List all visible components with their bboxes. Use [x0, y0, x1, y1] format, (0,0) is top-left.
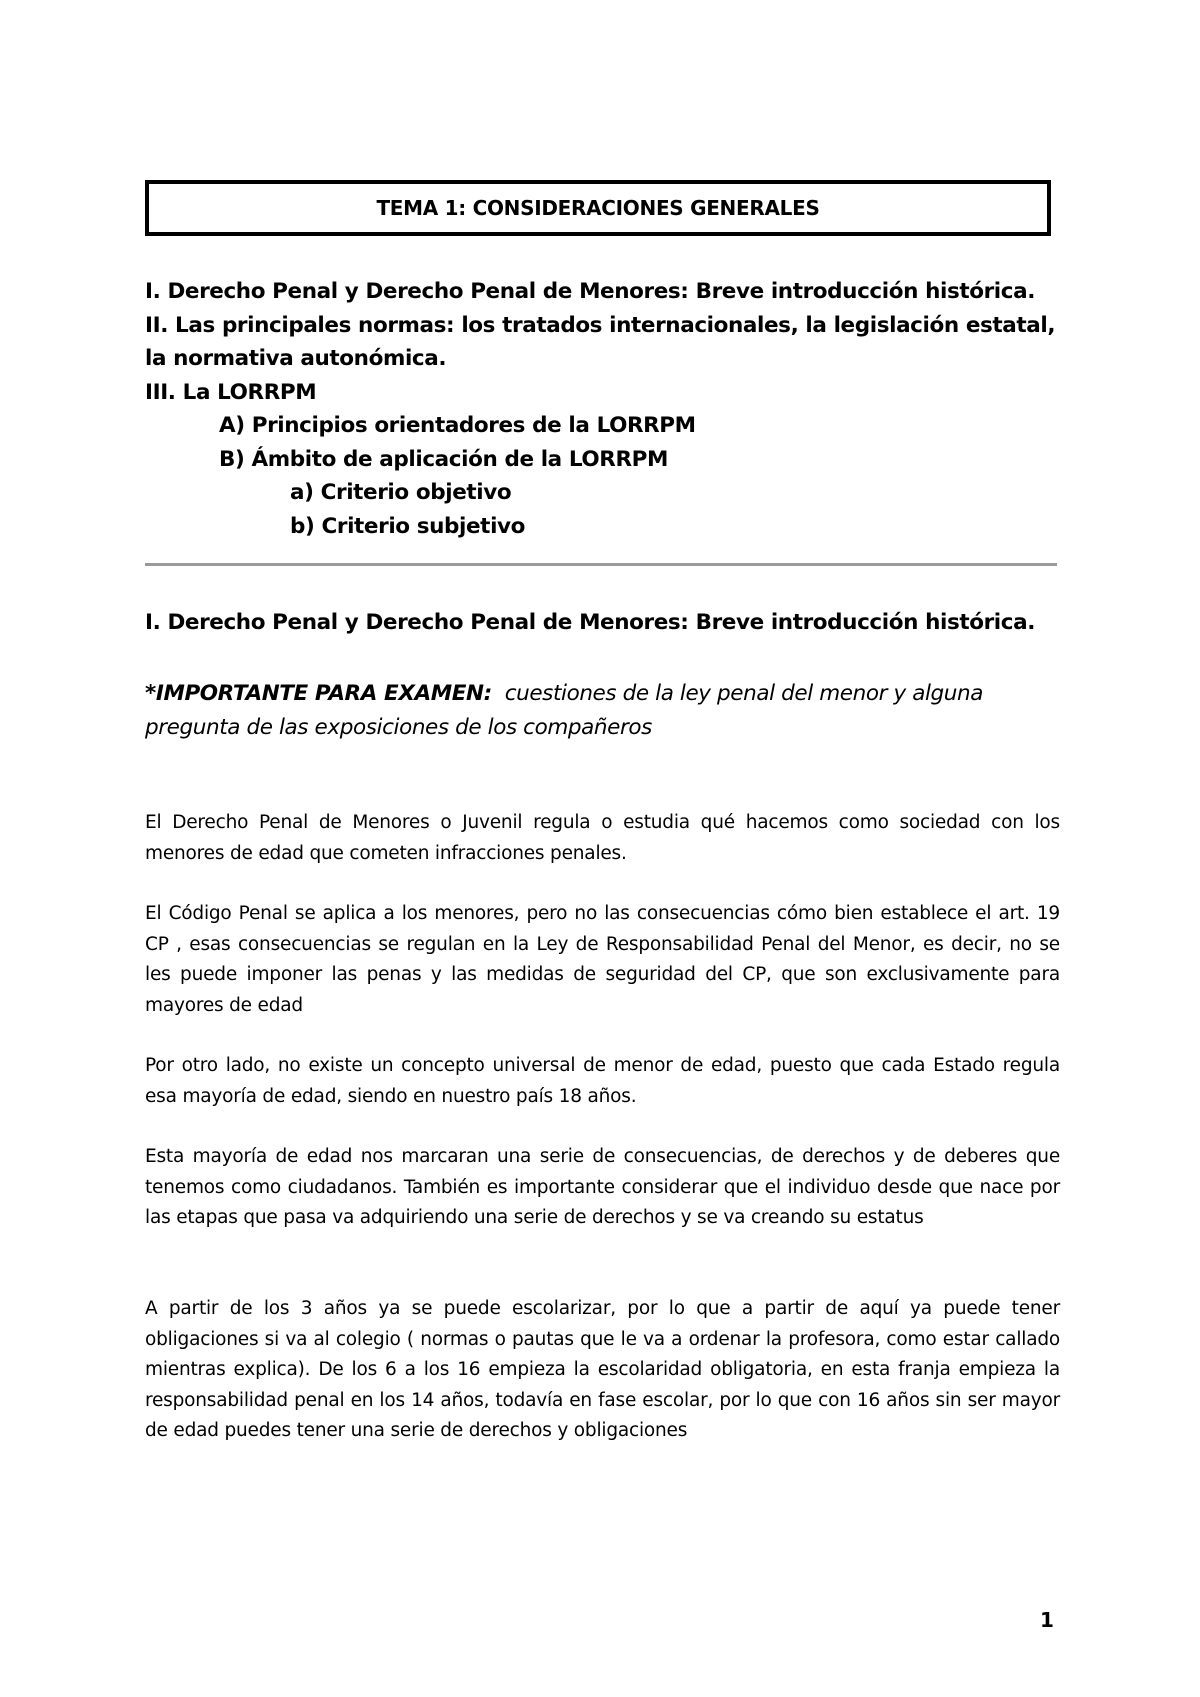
document-title: TEMA 1: CONSIDERACIONES GENERALES — [376, 196, 820, 220]
exam-note-text: cuestiones de la ley penal del menor y alguna pregunta de las exposiciones de los compañeros — [145, 681, 984, 740]
toc-item-3a: A) Principios orientadores de la LORRPM — [219, 413, 696, 438]
body-paragraph-1: El Derecho Penal de Menores o Juvenil regula o estudia qué hacemos como sociedad con los menores de edad que cometen infracciones penales. — [145, 812, 1060, 864]
toc-item-3b2: b) Criterio subjetivo — [290, 513, 526, 539]
section-heading: I. Derecho Penal y Derecho Penal de Menores: Breve introducción histórica. — [145, 610, 1035, 635]
toc-item-1: I. Derecho Penal y Derecho Penal de Menores: Breve introducción histórica. — [145, 279, 1035, 304]
body-paragraph-5: A partir de los 3 años ya se puede escolarizar, por lo que a partir de aquí ya puede tener obligaciones si va al colegio ( normas o pautas que le va a ordenar la profesora, como estar callado mientras explica). De los 6 a los 16 empieza la escolaridad obligatoria, en esta franja empieza la responsabilidad penal en los 14 años, todavía en fase escolar, por lo que con 16 años sin ser mayor de edad puedes tener una serie de derechos y obligaciones — [145, 1298, 1060, 1441]
body-paragraph-2: El Código Penal se aplica a los menores, pero no las consecuencias cómo bien establece el art. 19 CP , esas consecuencias se regulan en la Ley de Responsabilidad Penal del Menor, es decir, no se les puede imponer las penas y las medidas de seguridad del CP, que son exclusivamente para mayores de edad — [145, 903, 1060, 1016]
body-paragraph-3: Por otro lado, no existe un concepto universal de menor de edad, puesto que cada Estado regula esa mayoría de edad, siendo en nuestro país 18 años. — [145, 1055, 1060, 1107]
toc-item-3: III. La LORRPM — [145, 379, 317, 405]
page-number: 1 — [1040, 1608, 1054, 1632]
title-box — [145, 180, 1051, 236]
exam-note — [145, 677, 1065, 745]
exam-note-label: *IMPORTANTE PARA EXAMEN: — [145, 681, 492, 706]
toc-item-3b1: a) Criterio objetivo — [290, 480, 512, 505]
section-divider — [145, 563, 1057, 566]
toc-item-2: II. Las principales normas: los tratados internacionales, la legislación estatal, la normativa autonómica. — [145, 312, 1056, 371]
toc-item-3b: B) Ámbito de aplicación de la LORRPM — [219, 446, 668, 472]
body-paragraph-4: Esta mayoría de edad nos marcaran una serie de consecuencias, de derechos y de deberes que tenemos como ciudadanos. También es importante considerar que el individuo desde que nace por las etapas que pasa va adquiriendo una serie de derechos y se va creando su estatus — [145, 1146, 1060, 1228]
table-of-contents — [145, 275, 1060, 543]
